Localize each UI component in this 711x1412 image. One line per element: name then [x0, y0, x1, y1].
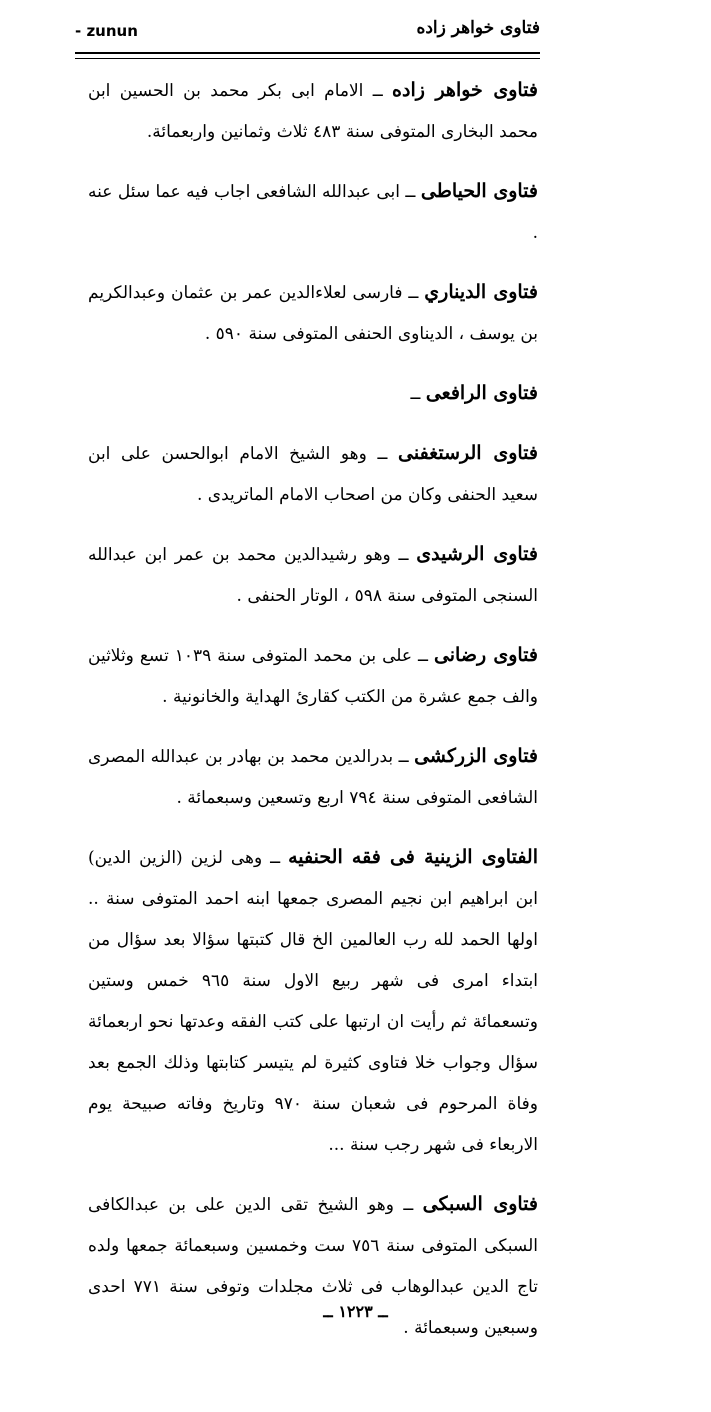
header-title: فتاوى خواهر زاده — [416, 18, 540, 38]
fatwa-entry — [88, 534, 538, 617]
entry-title: فتاوى الحياطى — [420, 180, 538, 202]
fatwa-entry — [88, 272, 538, 355]
header-rule — [75, 52, 540, 54]
entry-title: فتاوى الرستغفنى — [398, 442, 539, 464]
fatwa-entry — [88, 1184, 538, 1349]
fatwa-entry — [88, 70, 538, 153]
entry-title: الفتاوى الزينية فى فقه الحنفيه — [288, 846, 538, 868]
entry-text: ــ وهو رشيدالدين محمد بن عمر ابن عبدالله السنجى المتوفى سنة ٥٩٨ ، الوتار الحنفى . — [88, 545, 538, 606]
page-number: ــ ١٢٢٣ ــ — [323, 1302, 388, 1321]
entry-title: فتاوى خواهر زاده — [392, 79, 538, 101]
header-rule-thin — [75, 58, 540, 59]
entry-title: فتاوى الزركشى — [414, 745, 539, 767]
page-body — [88, 70, 538, 1367]
entry-text: ــ الامام ابى بكر محمد بن الحسين ابن محمد البخارى المتوفى سنة ٤٨٣ ثلاث وثمانين واربعمائة. — [88, 81, 538, 142]
entry-text: ــ وهى لزين (الزين الدين) ابن ابراهيم ابن نجيم المصرى جمعها ابنه احمد المتوفى سنة .. اولها الحمد لله رب العالمين الخ قال كتبتها سؤالا بعد سؤال من ابتداء امرى فى شهر ربيع الاول سنة ٩٦٥ خمس وستين وتسعمائة ثم رأيت ان ارتبها على كتب الفقه وعدتها نحو اربعمائة سؤال وجواب خلا فتاوى كثيرة لم يتيسر كتابتها وذلك الجمع بعد وفاة المرحوم فى شعبان سنة ٩٧٠ وتاريخ وفاته صبيحة يوم الاربعاء فى شهر رجب سنة ... — [88, 848, 538, 1155]
entry-text: ــ وهو الشيخ الامام ابوالحسن على ابن سعيد الحنفى وكان من اصحاب الامام الماتريدى . — [88, 444, 538, 505]
entry-title: فتاوى السبكى — [422, 1193, 538, 1215]
entry-text: ــ على بن محمد المتوفى سنة ١٠٣٩ تسع وثلاثين والف جمع عشرة من الكتب كقارئ الهداية والخانونية . — [88, 646, 538, 707]
entry-title: فتاوى رضانى — [433, 644, 538, 666]
fatwa-entry — [88, 635, 538, 718]
fatwa-entry — [88, 736, 538, 819]
entry-title: فتاوى الرافعى — [425, 382, 538, 404]
entry-title: فتاوى الديناري — [424, 281, 538, 303]
entry-text: ــ — [410, 384, 426, 404]
entry-text: ــ فارسى لعلاءالدين عمر بن عثمان وعبدالكريم بن يوسف ، الديناوى الحنفى المتوفى سنة ٥٩٠ . — [88, 283, 538, 344]
entry-text: ــ بدرالدين محمد بن بهادر بن عبدالله المصرى الشافعى المتوفى سنة ٧٩٤ اربع وتسعين وسبعمائة . — [88, 747, 538, 808]
entry-title: فتاوى الرشيدى — [416, 543, 538, 565]
fatwa-entry — [88, 433, 538, 516]
entry-text: ــ وهو الشيخ تقى الدين على بن عبدالكافى السبكى المتوفى سنة ٧٥٦ ست وخمسين وسبعمائة جمعها ولده تاج الدين عبدالوهاب فى ثلاث مجلدات وتوفى سنة ٧٧١ احدى وسبعين وسبعمائة . — [88, 1195, 538, 1338]
fatwa-entry — [88, 373, 538, 415]
fatwa-entry — [88, 837, 538, 1166]
fatwa-entry — [88, 171, 538, 254]
header-left-text: - zunun — [75, 22, 138, 40]
entry-text: ــ ابى عبدالله الشافعى اجاب فيه عما سئل عنه . — [88, 182, 538, 243]
running-header — [75, 18, 540, 52]
